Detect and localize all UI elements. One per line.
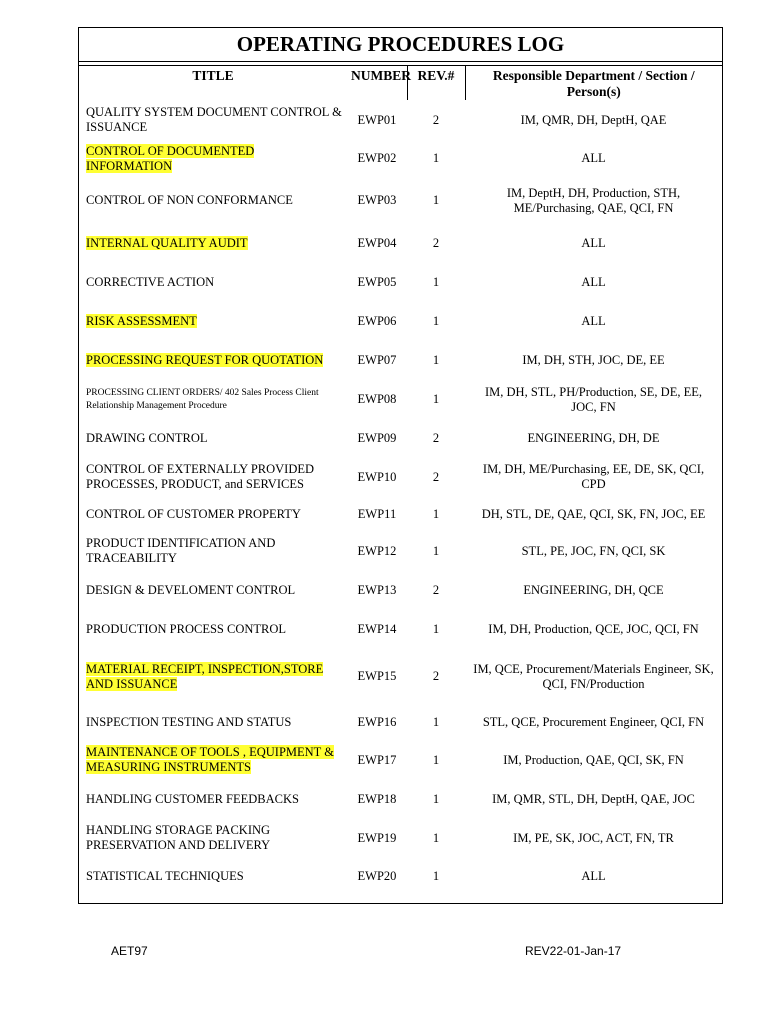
table-row xyxy=(79,341,722,379)
table-row xyxy=(79,224,722,262)
procedure-revision: 1 xyxy=(432,193,440,207)
footer-doc-code: AET97 xyxy=(111,944,148,958)
procedure-revision: 1 xyxy=(432,352,440,367)
header-title: TITLE xyxy=(192,68,234,83)
table-row xyxy=(79,819,722,857)
procedure-title: CONTROL OF NON CONFORMANCE xyxy=(86,193,293,207)
table-row xyxy=(79,497,722,531)
procedures-table xyxy=(79,66,722,895)
procedure-number: EWP15 xyxy=(357,669,397,683)
procedure-number: EWP02 xyxy=(357,151,397,165)
responsible-department: ALL xyxy=(581,151,606,165)
procedure-number: EWP04 xyxy=(357,235,397,250)
procedure-revision: 1 xyxy=(432,314,440,328)
responsible-department: ALL xyxy=(581,235,606,250)
procedure-title-cell xyxy=(79,100,347,140)
procedure-number: EWP08 xyxy=(357,392,397,406)
table-row xyxy=(79,740,722,780)
procedure-title: MATERIAL RECEIPT, INSPECTION,STORE AND ISSUANCE xyxy=(86,661,324,691)
procedure-title: RISK ASSESSMENT xyxy=(86,314,197,328)
responsible-department: IM, DH, STH, JOC, DE, EE xyxy=(522,352,665,367)
procedure-title: QUALITY SYSTEM DOCUMENT CONTROL & ISSUANCE xyxy=(86,105,342,134)
responsible-department: ENGINEERING, DH, QCE xyxy=(523,582,664,597)
procedure-title-cell xyxy=(79,457,347,497)
procedure-title-cell xyxy=(79,420,347,457)
procedure-number: EWP17 xyxy=(357,752,397,767)
procedure-title-cell xyxy=(79,341,347,379)
table-row xyxy=(79,177,722,224)
responsible-department: IM, DeptH, DH, Production, STH, ME/Purchasing, QAE, QCI, FN xyxy=(506,185,681,215)
table-body xyxy=(79,100,722,895)
procedure-title: PRODUCT IDENTIFICATION AND TRACEABILITY xyxy=(86,536,276,565)
procedure-title-cell xyxy=(79,262,347,302)
procedure-revision: 2 xyxy=(432,235,440,250)
responsible-department: IM, QCE, Procurement/Materials Engineer, SK, QCI, FN/Production xyxy=(473,661,714,691)
table-row xyxy=(79,704,722,740)
responsible-department: IM, DH, STL, PH/Production, SE, DE, EE, JOC, FN xyxy=(484,384,702,414)
procedure-revision: 1 xyxy=(432,830,440,845)
procedure-title: PROCESSING CLIENT ORDERS/ 402 Sales Process Client Relationship Management Procedure xyxy=(86,387,319,411)
procedure-revision: 1 xyxy=(432,714,440,729)
procedure-revision: 1 xyxy=(432,392,440,406)
procedure-title-cell xyxy=(79,302,347,341)
procedure-revision: 1 xyxy=(432,274,440,289)
procedure-number: EWP05 xyxy=(357,274,397,289)
procedure-title-cell xyxy=(79,649,347,704)
table-row xyxy=(79,420,722,457)
responsible-department: ALL xyxy=(581,868,606,883)
procedure-revision: 2 xyxy=(432,431,440,445)
procedure-number: EWP10 xyxy=(357,469,397,484)
responsible-department: IM, QMR, STL, DH, DeptH, QAE, JOC xyxy=(492,792,695,806)
procedure-title-cell xyxy=(79,704,347,740)
responsible-department: IM, QMR, DH, DeptH, QAE xyxy=(520,112,667,127)
procedure-title: HANDLING CUSTOMER FEEDBACKS xyxy=(86,792,299,806)
procedure-title: DESIGN & DEVELOMENT CONTROL xyxy=(86,582,296,597)
responsible-department: STL, PE, JOC, FN, QCI, SK xyxy=(521,543,666,558)
responsible-department: STL, QCE, Procurement Engineer, QCI, FN xyxy=(482,714,705,729)
table-row xyxy=(79,302,722,341)
procedure-title-cell xyxy=(79,224,347,262)
table-row xyxy=(79,531,722,571)
procedure-number: EWP09 xyxy=(357,431,397,445)
procedure-title: CORRECTIVE ACTION xyxy=(86,274,215,289)
responsible-department: IM, DH, Production, QCE, JOC, QCI, FN xyxy=(488,621,699,636)
responsible-department: ENGINEERING, DH, DE xyxy=(527,431,660,445)
table-row xyxy=(79,100,722,140)
procedure-title-cell xyxy=(79,177,347,224)
table-row xyxy=(79,609,722,649)
procedure-title-cell xyxy=(79,379,347,420)
procedure-title: PRODUCTION PROCESS CONTROL xyxy=(86,621,287,636)
procedure-number: EWP11 xyxy=(357,506,397,521)
header-number: NUMBER xyxy=(347,66,407,100)
responsible-department: ALL xyxy=(581,314,606,328)
table-row xyxy=(79,262,722,302)
table-header-row xyxy=(79,66,722,100)
procedure-number: EWP01 xyxy=(357,112,397,127)
procedure-number: EWP14 xyxy=(357,621,397,636)
procedure-number: EWP18 xyxy=(357,792,397,806)
responsible-department: DH, STL, DE, QAE, QCI, SK, FN, JOC, EE xyxy=(481,506,706,521)
procedure-number: EWP07 xyxy=(357,352,397,367)
procedure-title: DRAWING CONTROL xyxy=(86,431,208,445)
table-row xyxy=(79,457,722,497)
procedure-revision: 1 xyxy=(432,543,440,558)
page-title: OPERATING PROCEDURES LOG xyxy=(79,28,722,62)
procedure-revision: 2 xyxy=(432,469,440,484)
header-rev: REV.# xyxy=(407,66,465,100)
procedure-revision: 1 xyxy=(432,752,440,767)
procedure-number: EWP03 xyxy=(357,193,397,207)
procedure-title-cell xyxy=(79,609,347,649)
table-row xyxy=(79,379,722,420)
procedure-revision: 1 xyxy=(432,151,440,165)
procedure-revision: 2 xyxy=(432,582,440,597)
responsible-department: IM, Production, QAE, QCI, SK, FN xyxy=(503,752,684,767)
table-row xyxy=(79,571,722,609)
procedure-number: EWP12 xyxy=(357,543,397,558)
responsible-department: IM, DH, ME/Purchasing, EE, DE, SK, QCI, CPD xyxy=(482,462,705,491)
procedure-title-cell xyxy=(79,571,347,609)
table-row xyxy=(79,857,722,895)
procedure-title-cell xyxy=(79,140,347,177)
procedure-title: HANDLING STORAGE PACKING PRESERVATION AND DELIVERY xyxy=(86,823,271,852)
procedure-title: CONTROL OF DOCUMENTED INFORMATION xyxy=(86,143,255,173)
procedure-title: MAINTENANCE OF TOOLS , EQUIPMENT & MEASURING INSTRUMENTS xyxy=(86,745,334,774)
procedure-revision: 1 xyxy=(432,621,440,636)
document-table-frame xyxy=(78,27,723,904)
procedure-revision: 1 xyxy=(432,868,440,883)
procedure-title-cell xyxy=(79,531,347,571)
procedure-number: EWP19 xyxy=(357,830,397,845)
procedure-number: EWP20 xyxy=(357,868,397,883)
procedure-number: EWP13 xyxy=(357,582,397,597)
procedure-revision: 1 xyxy=(432,506,440,521)
procedure-title: CONTROL OF CUSTOMER PROPERTY xyxy=(86,506,301,521)
procedure-number: EWP06 xyxy=(357,314,397,328)
procedure-revision: 2 xyxy=(432,112,440,127)
procedure-number: EWP16 xyxy=(357,714,397,729)
procedure-title-cell xyxy=(79,740,347,780)
responsible-department: IM, PE, SK, JOC, ACT, FN, TR xyxy=(513,830,674,845)
procedure-revision: 2 xyxy=(432,669,440,683)
procedure-title: INTERNAL QUALITY AUDIT xyxy=(86,235,248,250)
procedure-title-cell xyxy=(79,819,347,857)
procedure-title: INSPECTION TESTING AND STATUS xyxy=(86,714,292,729)
procedure-title: CONTROL OF EXTERNALLY PROVIDED PROCESSES, PRODUCT, and SERVICES xyxy=(86,462,315,491)
responsible-department: ALL xyxy=(581,274,606,289)
table-row xyxy=(79,140,722,177)
procedure-title: PROCESSING REQUEST FOR QUOTATION xyxy=(86,352,324,367)
procedure-revision: 1 xyxy=(432,792,440,806)
footer-revision: REV22-01-Jan-17 xyxy=(525,944,622,958)
table-row xyxy=(79,780,722,819)
table-row xyxy=(79,649,722,704)
procedure-title: STATISTICAL TECHNIQUES xyxy=(86,868,244,883)
procedure-title-cell xyxy=(79,780,347,819)
procedure-title-cell xyxy=(79,497,347,531)
header-dept: Responsible Department / Section / Person(s) xyxy=(492,68,695,99)
procedure-title-cell xyxy=(79,857,347,895)
